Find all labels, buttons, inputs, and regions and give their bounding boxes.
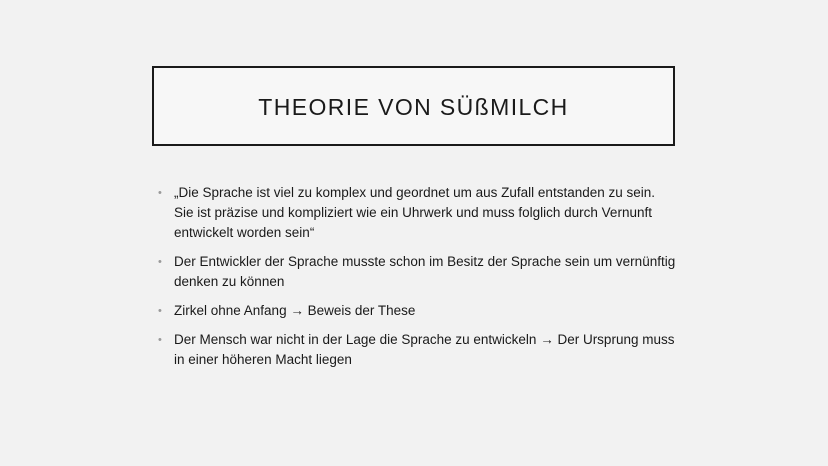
bullet-icon: •	[158, 334, 162, 346]
bullet-text: Zirkel ohne Anfang → Beweis der These	[174, 303, 416, 318]
bullet-icon: •	[158, 256, 162, 268]
bullet-item	[158, 301, 678, 321]
bullet-text: „Die Sprache ist viel zu komplex und geordnet um aus Zufall entstanden zu sein. Sie ist präzise und kompliziert wie ein Uhrwerk und muss folglich durch Vernunft entwickelt worden sein“	[174, 185, 656, 240]
bullet-list	[158, 183, 678, 379]
bullet-text: Der Entwickler der Sprache musste schon im Besitz der Sprache sein um vernünftig denken zu können	[174, 254, 676, 289]
bullet-item	[158, 252, 678, 292]
slide-title: THEORIE VON SÜßMILCH	[258, 93, 569, 120]
bullet-icon: •	[158, 305, 162, 317]
bullet-item	[158, 330, 678, 370]
title-box	[152, 66, 675, 146]
bullet-item	[158, 183, 678, 243]
bullet-text: Der Mensch war nicht in der Lage die Sprache zu entwickeln → Der Ursprung muss in einer höheren Macht liegen	[174, 332, 675, 367]
bullet-icon: •	[158, 187, 162, 199]
